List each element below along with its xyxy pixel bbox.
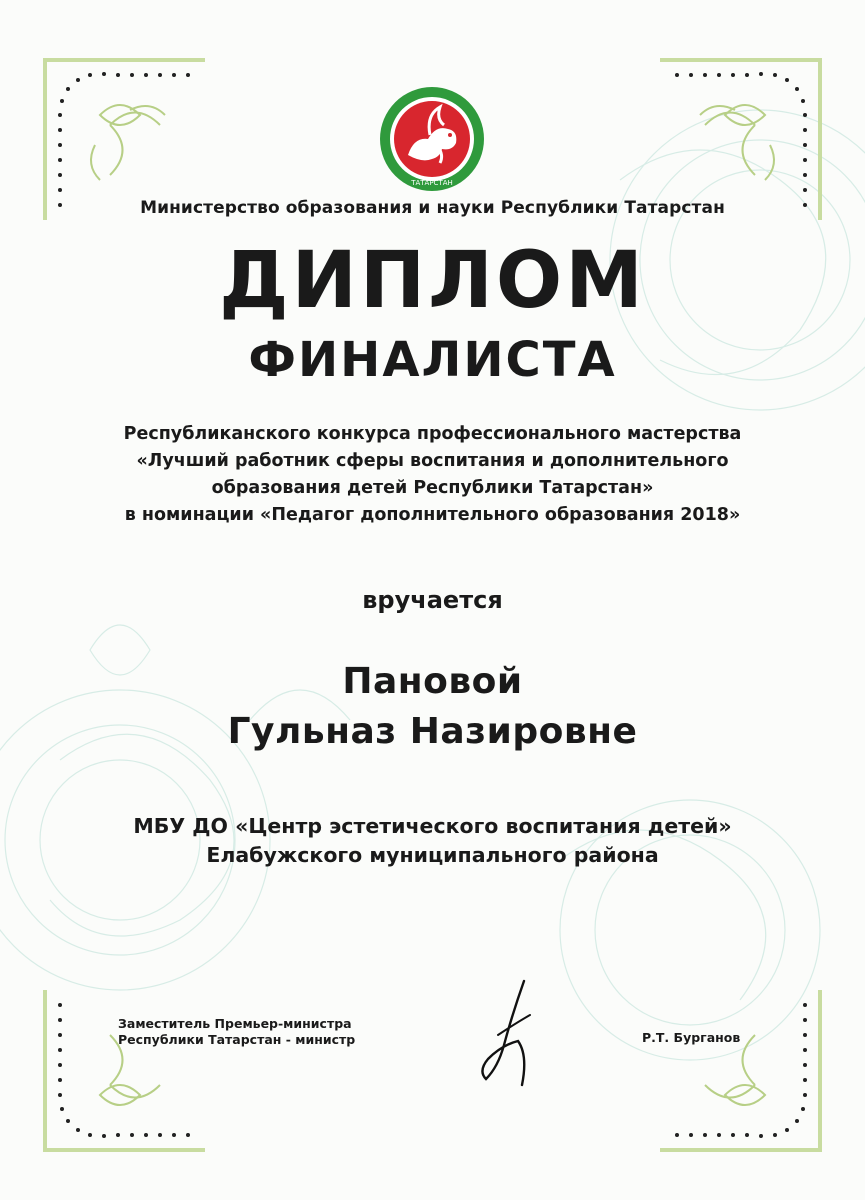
signatory-position	[118, 1016, 355, 1048]
diploma-subtitle: ФИНАЛИСТА	[248, 332, 617, 388]
signatory-position-line: Республики Татарстан - министр	[118, 1032, 356, 1047]
recipient-name	[0, 657, 865, 757]
awarded-label: вручается	[362, 586, 503, 614]
tatarstan-emblem-icon	[378, 85, 486, 193]
contest-line: в номинации «Педагог дополнительного образования 2018»	[124, 505, 741, 525]
corner-ornament-bottom-right	[655, 985, 825, 1155]
organization-line: Елабужского муниципального района	[206, 843, 659, 867]
contest-line: Республиканского конкурса профессионального мастерства	[123, 424, 742, 444]
organization	[0, 812, 865, 870]
emblem-text: ТАТАРСТАН	[411, 179, 453, 187]
contest-line: образования детей Республики Татарстан»	[211, 478, 654, 498]
signatory-name: Р.Т. Бурганов	[642, 1030, 741, 1045]
signatory-position-line: Заместитель Премьер-министра	[118, 1016, 352, 1031]
diploma-title: ДИПЛОМ	[219, 236, 646, 326]
corner-ornament-bottom-left	[40, 985, 210, 1155]
handwritten-signature	[468, 975, 548, 1095]
contest-description	[0, 421, 865, 529]
ministry-name: Министерство образования и науки Республики Татарстан	[140, 198, 725, 218]
recipient-surname: Пановой	[342, 661, 523, 702]
organization-line: МБУ ДО «Центр эстетического воспитания детей»	[133, 814, 732, 838]
contest-line: «Лучший работник сферы воспитания и дополнительного	[136, 451, 729, 471]
recipient-given-names: Гульназ Назировне	[227, 711, 638, 752]
